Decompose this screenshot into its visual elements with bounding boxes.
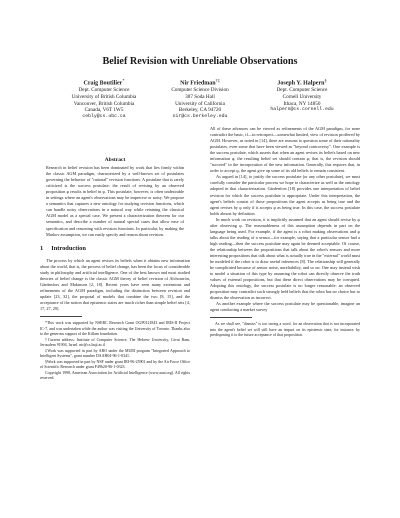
footnote: As we shall see, "dismiss" is too strong a word, for an observation that is not incorporated into the agent's belief set will still have an impact on its epistemic state, for instance, by predisposing it to the future acceptance of that proposition. xyxy=(210,321,360,338)
author-footnote-mark: * xyxy=(122,78,125,83)
author-affiliation-line: Dept. Computer Science xyxy=(276,87,328,94)
author-email: cebly@cs.ubc.ca xyxy=(82,113,126,119)
footnote: §Work was supported in part by NSF under grant IRI-96-25901 and by the Air Force Office of Scientific Research under grant F49620-96-1-0323. xyxy=(40,358,190,370)
author-name: Joseph Y. Halpern xyxy=(277,80,325,87)
author-affiliation-line: Computer Science Division xyxy=(171,87,229,94)
paper-title: Belief Revision with Unreliable Observations xyxy=(102,56,298,67)
author-affiliation-line: University of British Columbia xyxy=(71,93,137,100)
author-affiliation-line: Dept. Computer Science xyxy=(78,87,130,94)
author-affiliation-line: University of California xyxy=(175,100,225,107)
left-column xyxy=(40,157,190,381)
author-footnote-mark: †‡ xyxy=(215,78,220,83)
author-affiliation-line: Vancouver, British Columbia xyxy=(73,100,135,107)
author-block-3 xyxy=(238,78,366,114)
body-paragraph: In much work on revision, it is implicitly assumed that an agent should revise by φ after observing φ. The reasonableness of this assumption depends in part on the language being used. For example, if the agent is a robot making observations and φ talks about the reading of a sensor—for example, saying that a particular sensor had a high reading—then the success postulate may again be deemed acceptable. Of course, the relationship between the propositions that talk about the robot's sensors and more interesting propositions that talk about what is actually true in the "external" world must be modeled if the robot is to draw useful inferences [8]. The relationship will generally be complicated because of sensor noise, unreliability, and so on. One may instead wish to model a situation of this type by assuming the robot can directly observe the truth values of external propositions, but that these direct observations may be corrupted. Adopting this ontology, the success postulate is no longer reasonable: an observed proposition may contradict such strongly held beliefs that the robot has no choice but to dismiss the observation as incorrect. xyxy=(210,216,360,301)
section-title: Introduction xyxy=(51,244,86,252)
abstract-text: Research in belief revision has been dominated by work that lies firmly within the classic AGM paradigm, characterized by a well-known set of postulates governing the behavior of "rational" revision functions. A postulate that is rarely criticized is the success postulate: the result of revising by an observed proposition φ results in belief in φ. This postulate, however, is often undesirable in settings where an agent's observations may be imprecise or noisy. We propose a semantics that captures a new ontology for studying revision functions, which can handle noisy observations in a natural way while retaining the classical AGM model as a special case. We present a characterization theorem for our semantics, and describe a number of natural special cases that allow ease of specification and reasoning with revision functions. In particular, by making the Markov assumption, we can easily specify and reason about revision. xyxy=(46,165,184,237)
footnote-rule xyxy=(40,316,82,317)
introduction-paragraph: The process by which an agent revises its beliefs when it obtains new information about the world, that is, the process of belief change, has been the focus of considerable study in philosophy and artificial intelligence. One of the best known and most studied theories of belief change is the classic AGM theory of belief revision of Alchourrón, Gärdenfors and Makinson [2, 18]. Recent years have seen many extensions and refinements of the AGM paradigm, including the distinction between revision and update [23, 32], the proposal of models that combine the two [8, 15], and the acceptance of the notion that epistemic states are much richer than simple belief sets [4, 17, 27, 29]. xyxy=(40,257,190,312)
abstract-heading: Abstract xyxy=(104,157,126,163)
footnote: †Current address: Institute of Computer Science, The Hebrew University, Givat Ram, Jerusalem 91904, Israel. nir@cs.huji.ac.il xyxy=(40,336,190,348)
section-heading xyxy=(40,246,190,252)
body-paragraph: As argued in [14], to justify the success postulate (or any other postulate), we must carefully consider the particular process we hope to characterize as well as the ontology adopted in that characterization. Gärdenfors [18] provides one interpretation of belief revision for which the success postulate is appropriate. Under this interpretation, the agent's beliefs consist of those propositions the agent accepts as being true and the agent revises by φ only if it accepts φ as being true. In this case, the success postulate holds almost by definition. xyxy=(210,174,360,216)
footnotes xyxy=(40,320,190,381)
author-affiliation-line: 387 Soda Hall xyxy=(185,93,215,100)
right-column xyxy=(210,126,360,338)
author-email: halpern@cs.cornell.edu xyxy=(270,107,334,113)
author-footnote-mark: § xyxy=(324,78,327,83)
author-name: Nir Friedman xyxy=(180,80,216,87)
body-paragraph: All of these advances can be viewed as refinements of the AGM paradigm, for none contradict the basic, if—in retrospect—somewhat limited, view of revision proffered by AGM. However, as noted in [14], there are reasons to question some of their rationality postulates, even some that have been viewed as "beyond controversy". One example is the success postulate, which asserts that when an agent revises its beliefs based on new information φ, the resulting belief set should contain φ; that is, the revision should "succeed" in the incorporation of the new information. Generally, this requires that, in order to accept φ, the agent give up some of its old beliefs to remain consistent. xyxy=(210,126,360,174)
footnote-rule xyxy=(210,317,252,318)
author-affiliation-line: Canada, V6T 1W5 xyxy=(84,107,124,114)
body-paragraph: As another example where the success postulate may be questionable, imagine an agent conducting a market survey xyxy=(210,301,360,313)
author-name: Craig Boutilier xyxy=(83,80,123,87)
footnote: *This work was supported by NSERC Research Grant OGP0121843 and IRIS-II Project IC-7, and was undertaken while the author was visiting the University of Toronto. Thanks also to the generous support of the Killam foundation. xyxy=(40,320,190,337)
author-affiliation-line: Cornell University xyxy=(282,93,322,100)
section-number: 1 xyxy=(40,244,44,252)
author-email: nir@cs.berkeley.edu xyxy=(172,113,228,119)
footnotes xyxy=(210,321,360,338)
author-affiliation-line: Berkeley, CA 94720 xyxy=(178,107,222,114)
author-affiliation-line: Ithaca, NY 14850 xyxy=(283,100,321,107)
copyright-notice: Copyright 1998, American Association for Artificial Intelligence (www.aaai.org). All rights reserved. xyxy=(40,369,190,381)
footnote: ‡Work was supported in part by ARO under the MURI program "Integrated Approach to Intelligent Systems", grant number DAAH04-96-1-0341. xyxy=(40,347,190,359)
